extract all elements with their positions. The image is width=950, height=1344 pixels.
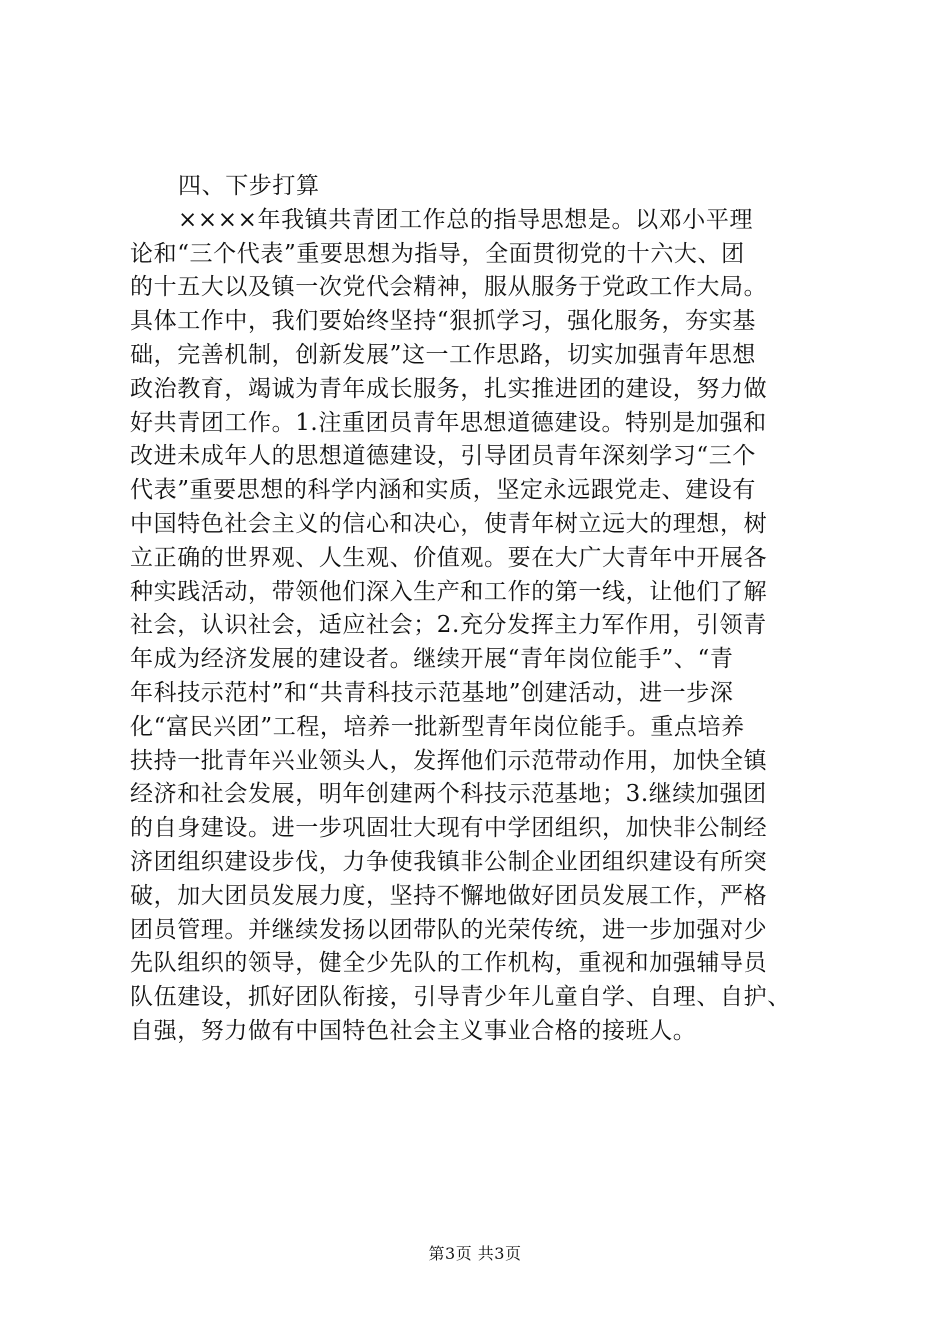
paragraph-line: 团员管理。并继续发扬以团带队的光荣传统，进一步加强对少	[130, 916, 768, 943]
paragraph-line: 论和“三个代表”重要思想为指导，全面贯彻党的十六大、团	[130, 240, 745, 267]
section-heading: 四、下步打算	[178, 173, 320, 199]
paragraph-line: ××××年我镇共青团工作总的指导思想是。以邓小平理	[178, 206, 754, 233]
document-body	[130, 170, 830, 1049]
paragraph-line: 种实践活动，带领他们深入生产和工作的第一线，让他们了解	[130, 578, 768, 605]
paragraph-line: 社会，认识社会，适应社会；2.充分发挥主力军作用，引领青	[130, 612, 767, 639]
paragraph-line: 好共青团工作。1.注重团员青年思想道德建设。特别是加强和	[130, 409, 767, 436]
paragraph-line: 先队组织的领导，健全少先队的工作机构，重视和加强辅导员	[130, 950, 768, 977]
paragraph-line: 的自身建设。进一步巩固壮大现有中学团组织，加快非公制经	[130, 815, 768, 842]
page-number-footer: 第3页 共3页	[428, 1244, 522, 1263]
paragraph-line: 经济和社会发展，明年创建两个科技示范基地；3.继续加强团	[130, 781, 767, 808]
paragraph-line: 础，完善机制，创新发展”这一工作思路，切实加强青年思想	[130, 341, 756, 368]
paragraph-line: 自强，努力做有中国特色社会主义事业合格的接班人。	[130, 1017, 697, 1044]
paragraph-line: 破，加大团员发展力度，坚持不懈地做好团员发展工作，严格	[130, 882, 768, 909]
paragraph-line: 队伍建设，抓好团队衔接，引导青少年儿童自学、自理、自护、	[130, 984, 791, 1011]
paragraph-line: 年成为经济发展的建设者。继续开展“青年岗位能手”、“青	[130, 646, 734, 673]
paragraph-line: 代表”重要思想的科学内涵和实质，坚定永远跟党走、建设有	[130, 477, 756, 504]
paragraph-line: 的十五大以及镇一次党代会精神，服从服务于党政工作大局。	[130, 274, 768, 301]
paragraph-line: 化“富民兴团”工程，培养一批新型青年岗位能手。重点培养	[130, 713, 745, 740]
paragraph-line: 改进未成年人的思想道德建设，引导团员青年深刻学习“三个	[130, 443, 756, 470]
paragraph-line: 具体工作中，我们要始终坚持“狠抓学习，强化服务，夯实基	[130, 308, 756, 335]
paragraph-line: 扶持一批青年兴业领头人，发挥他们示范带动作用，加快全镇	[130, 747, 768, 774]
paragraph-line: 立正确的世界观、人生观、价值观。要在大广大青年中开展各	[130, 544, 768, 571]
paragraph-line: 年科技示范村”和“共青科技示范基地”创建活动，进一步深	[130, 679, 734, 706]
paragraph-line: 中国特色社会主义的信心和决心，使青年树立远大的理想，树	[130, 510, 768, 537]
paragraph-line: 政治教育，竭诚为青年成长服务，扎实推进团的建设，努力做	[130, 375, 768, 402]
paragraph-line: 济团组织建设步伐，力争使我镇非公制企业团组织建设有所突	[130, 848, 768, 875]
